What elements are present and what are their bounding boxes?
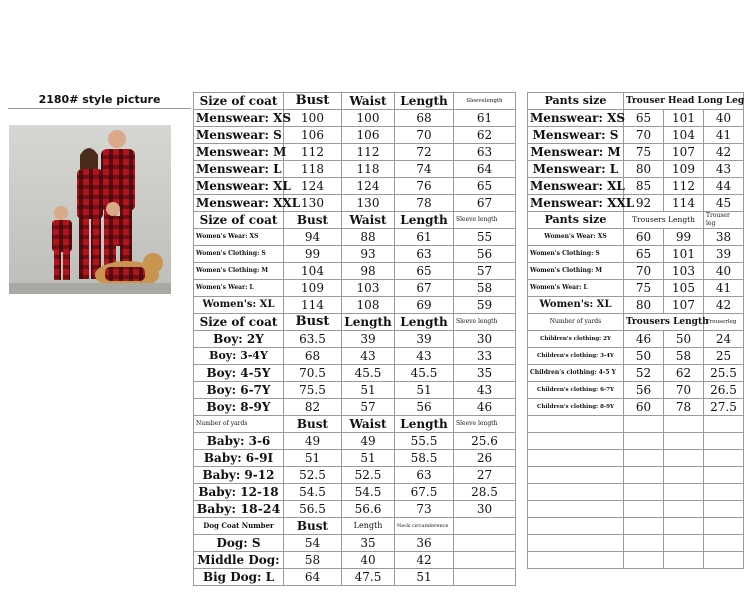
value-cell: 51 [395, 382, 454, 399]
size-label: Menswear: S [528, 127, 624, 144]
value-cell: 75.5 [284, 382, 342, 399]
value-cell: 52.5 [342, 467, 395, 484]
value-cell: 70 [395, 127, 454, 144]
value-cell: 63.5 [284, 331, 342, 348]
size-label: Menswear: XS [528, 110, 624, 127]
table-row [194, 229, 516, 246]
size-label: Menswear: M [194, 144, 284, 161]
value-cell: 45 [704, 195, 744, 212]
empty-cell [454, 518, 516, 535]
table-row [528, 127, 744, 144]
value-cell: 51 [342, 382, 395, 399]
header-cell: Pants size [528, 212, 624, 229]
value-cell: 50 [664, 331, 704, 348]
table-row [194, 331, 516, 348]
size-label: Menswear: XS [194, 110, 284, 127]
table-row [194, 484, 516, 501]
value-cell: 101 [664, 246, 704, 263]
value-cell: 62 [454, 127, 516, 144]
size-label: Children's clothing: 6-7Y [528, 382, 624, 399]
table-row [528, 331, 744, 348]
womenswear-coat-section [194, 212, 516, 314]
table-row [528, 280, 744, 297]
value-cell: 67 [395, 280, 454, 297]
value-cell: 107 [664, 144, 704, 161]
size-label: Boy: 8-9Y [194, 399, 284, 416]
value-cell: 92 [624, 195, 664, 212]
value-cell: 109 [664, 161, 704, 178]
table-row [194, 246, 516, 263]
value-cell: 55 [454, 229, 516, 246]
value-cell: 114 [664, 195, 704, 212]
table-row [194, 178, 516, 195]
value-cell: 94 [284, 229, 342, 246]
value-cell: 88 [342, 229, 395, 246]
size-label: Women's Wear: XS [528, 229, 624, 246]
boy-coat-section [194, 314, 516, 416]
value-cell: 104 [284, 263, 342, 280]
value-cell: 40 [704, 263, 744, 280]
table-row [528, 348, 744, 365]
table-row [194, 467, 516, 484]
value-cell: 50 [624, 348, 664, 365]
header-cell: Sleeve length [454, 416, 516, 433]
value-cell: 63 [395, 467, 454, 484]
value-cell: 54.5 [342, 484, 395, 501]
header-cell: Trouserleg [704, 314, 744, 331]
value-cell: 44 [704, 178, 744, 195]
table-row [194, 535, 516, 552]
table-header-row [194, 212, 516, 229]
value-cell: 64 [284, 569, 342, 586]
value-cell: 80 [624, 161, 664, 178]
size-label: Baby: 12-18 [194, 484, 284, 501]
empty-cell [454, 552, 516, 569]
size-label: Baby: 3-6 [194, 433, 284, 450]
value-cell: 43 [395, 348, 454, 365]
table-row [194, 280, 516, 297]
value-cell: 40 [704, 110, 744, 127]
value-cell: 33 [454, 348, 516, 365]
size-label: Women's Wear: XS [194, 229, 284, 246]
value-cell: 60 [624, 229, 664, 246]
value-cell: 61 [454, 110, 516, 127]
value-cell: 54.5 [284, 484, 342, 501]
value-cell: 59 [454, 297, 516, 314]
value-cell: 85 [624, 178, 664, 195]
value-cell: 36 [395, 535, 454, 552]
value-cell: 70.5 [284, 365, 342, 382]
size-label: Menswear: L [528, 161, 624, 178]
value-cell: 45.5 [342, 365, 395, 382]
size-label: Children's clothing: 4-5 Y [528, 365, 624, 382]
value-cell: 118 [284, 161, 342, 178]
empty-grid-section [528, 416, 744, 569]
value-cell: 43 [342, 348, 395, 365]
size-label: Women's Clothing: M [194, 263, 284, 280]
value-cell: 45.5 [395, 365, 454, 382]
table-row [528, 195, 744, 212]
empty-cell [454, 569, 516, 586]
table-row [194, 365, 516, 382]
size-label: Menswear: XL [194, 178, 284, 195]
value-cell: 74 [395, 161, 454, 178]
value-cell: 105 [664, 280, 704, 297]
value-cell: 58.5 [395, 450, 454, 467]
value-cell: 69 [395, 297, 454, 314]
table-row [194, 552, 516, 569]
header-cell: Waist [342, 416, 395, 433]
size-label: Menswear: XL [528, 178, 624, 195]
value-cell: 55.5 [395, 433, 454, 450]
header-cell: Bust [284, 518, 342, 535]
value-cell: 56 [454, 246, 516, 263]
header-cell: Number of yards [194, 416, 284, 433]
value-cell: 68 [395, 110, 454, 127]
value-cell: 75 [624, 280, 664, 297]
value-cell: 68 [284, 348, 342, 365]
value-cell: 30 [454, 331, 516, 348]
size-label: Women's Clothing: S [194, 246, 284, 263]
value-cell: 103 [664, 263, 704, 280]
header-cell: Waist [342, 93, 395, 110]
value-cell: 52 [624, 365, 664, 382]
header-cell: Pants size [528, 93, 624, 110]
children-pants-section [528, 314, 744, 416]
table-row [194, 382, 516, 399]
table-row [528, 110, 744, 127]
value-cell: 78 [395, 195, 454, 212]
value-cell: 118 [342, 161, 395, 178]
table-header-row [528, 212, 744, 229]
value-cell: 42 [395, 552, 454, 569]
value-cell: 112 [342, 144, 395, 161]
size-label: Women's: XL [528, 297, 624, 314]
size-label: Menswear: M [528, 144, 624, 161]
table-row [194, 450, 516, 467]
value-cell: 58 [664, 348, 704, 365]
value-cell: 39 [342, 331, 395, 348]
value-cell: 64 [454, 161, 516, 178]
value-cell: 56 [395, 399, 454, 416]
value-cell: 130 [284, 195, 342, 212]
value-cell: 99 [284, 246, 342, 263]
header-cell: Sleevelength [454, 93, 516, 110]
womenswear-pants-section [528, 212, 744, 314]
value-cell: 28.5 [454, 484, 516, 501]
value-cell: 27.5 [704, 399, 744, 416]
value-cell: 75 [624, 144, 664, 161]
header-cell: Trouser leg [704, 212, 744, 229]
value-cell: 112 [284, 144, 342, 161]
table-header-row [194, 314, 516, 331]
table-row [528, 365, 744, 382]
size-label: Menswear: L [194, 161, 284, 178]
table-header-row [194, 518, 516, 535]
size-label: Menswear: XXL [194, 195, 284, 212]
value-cell: 106 [284, 127, 342, 144]
value-cell: 103 [342, 280, 395, 297]
size-label: Women's Wear: L [528, 280, 624, 297]
size-label: Middle Dog: [194, 552, 284, 569]
value-cell: 58 [284, 552, 342, 569]
value-cell: 63 [454, 144, 516, 161]
value-cell: 65 [624, 246, 664, 263]
size-label: Women's: XL [194, 297, 284, 314]
value-cell: 106 [342, 127, 395, 144]
header-cell: Length [342, 314, 395, 331]
value-cell: 41 [704, 280, 744, 297]
value-cell: 56.6 [342, 501, 395, 518]
value-cell: 76 [395, 178, 454, 195]
value-cell: 57 [342, 399, 395, 416]
table-header-row [194, 93, 516, 110]
header-cell: Length [395, 93, 454, 110]
size-label: Boy: 2Y [194, 331, 284, 348]
header-cell: Size of coat [194, 212, 284, 229]
value-cell: 40 [342, 552, 395, 569]
menswear-pants-section [528, 93, 744, 212]
header-cell: Length [395, 212, 454, 229]
value-cell: 82 [284, 399, 342, 416]
value-cell: 56.5 [284, 501, 342, 518]
value-cell: 70 [624, 263, 664, 280]
size-label: Women's Wear: L [194, 280, 284, 297]
value-cell: 65 [454, 178, 516, 195]
value-cell: 65 [395, 263, 454, 280]
value-cell: 51 [284, 450, 342, 467]
table-row [194, 195, 516, 212]
table-row [528, 144, 744, 161]
value-cell: 35 [342, 535, 395, 552]
value-cell: 61 [395, 229, 454, 246]
value-cell: 42 [704, 297, 744, 314]
value-cell: 100 [342, 110, 395, 127]
value-cell: 56 [624, 382, 664, 399]
table-row [194, 569, 516, 586]
value-cell: 99 [664, 229, 704, 246]
table-row [194, 433, 516, 450]
value-cell: 25.5 [704, 365, 744, 382]
header-cell: Sleeve length [454, 212, 516, 229]
header-cell: Bust [284, 93, 342, 110]
value-cell: 26.5 [704, 382, 744, 399]
value-cell: 67.5 [395, 484, 454, 501]
header-cell: Length [395, 416, 454, 433]
coat-size-table [193, 92, 516, 586]
header-cell: Dog Coat Number [194, 518, 284, 535]
table-header-row [528, 93, 744, 110]
table-row [194, 127, 516, 144]
header-cell: Waist [342, 212, 395, 229]
value-cell: 52.5 [284, 467, 342, 484]
value-cell: 73 [395, 501, 454, 518]
table-row [194, 161, 516, 178]
value-cell: 41 [704, 127, 744, 144]
size-label: Baby: 9-12 [194, 467, 284, 484]
table-row [528, 161, 744, 178]
header-cell: Trouser Head Long Leg [624, 93, 744, 110]
value-cell: 130 [342, 195, 395, 212]
size-label: Women's Clothing: M [528, 263, 624, 280]
header-cell: Trousers Length [624, 314, 704, 331]
header-cell: Number of yards [528, 314, 624, 331]
size-label: Menswear: S [194, 127, 284, 144]
value-cell: 51 [395, 569, 454, 586]
dog-coat-section [194, 518, 516, 586]
table-row [194, 263, 516, 280]
size-label: Boy: 4-5Y [194, 365, 284, 382]
value-cell: 72 [395, 144, 454, 161]
value-cell: 104 [664, 127, 704, 144]
table-row [528, 229, 744, 246]
table-row [194, 110, 516, 127]
value-cell: 24 [704, 331, 744, 348]
value-cell: 78 [664, 399, 704, 416]
value-cell: 43 [704, 161, 744, 178]
table-row [194, 348, 516, 365]
value-cell: 46 [454, 399, 516, 416]
header-cell: Size of coat [194, 314, 284, 331]
value-cell: 98 [342, 263, 395, 280]
size-label: Children's clothing: 3-4Y [528, 348, 624, 365]
value-cell: 109 [284, 280, 342, 297]
size-label: Boy: 6-7Y [194, 382, 284, 399]
value-cell: 62 [664, 365, 704, 382]
value-cell: 70 [664, 382, 704, 399]
value-cell: 39 [704, 246, 744, 263]
value-cell: 49 [284, 433, 342, 450]
value-cell: 70 [624, 127, 664, 144]
value-cell: 108 [342, 297, 395, 314]
value-cell: 43 [454, 382, 516, 399]
value-cell: 25.6 [454, 433, 516, 450]
value-cell: 26 [454, 450, 516, 467]
table-row [194, 144, 516, 161]
value-cell: 49 [342, 433, 395, 450]
table-row [528, 178, 744, 195]
menswear-coat-section [194, 93, 516, 212]
value-cell: 101 [664, 110, 704, 127]
value-cell: 124 [342, 178, 395, 195]
table-row [528, 399, 744, 416]
size-label: Big Dog: L [194, 569, 284, 586]
value-cell: 35 [454, 365, 516, 382]
value-cell: 60 [624, 399, 664, 416]
value-cell: 107 [664, 297, 704, 314]
value-cell: 42 [704, 144, 744, 161]
size-label: Dog: S [194, 535, 284, 552]
pants-size-table [527, 92, 744, 569]
value-cell: 93 [342, 246, 395, 263]
value-cell: 51 [342, 450, 395, 467]
value-cell: 58 [454, 280, 516, 297]
value-cell: 124 [284, 178, 342, 195]
family-pajama-illustration [9, 125, 171, 294]
value-cell: 112 [664, 178, 704, 195]
header-cell: Bust [284, 314, 342, 331]
baby-coat-section [194, 416, 516, 518]
table-row [194, 399, 516, 416]
header-cell: Bust [284, 416, 342, 433]
value-cell: 47.5 [342, 569, 395, 586]
table-row [528, 382, 744, 399]
value-cell: 27 [454, 467, 516, 484]
value-cell: 114 [284, 297, 342, 314]
value-cell: 100 [284, 110, 342, 127]
value-cell: 38 [704, 229, 744, 246]
empty-cell [454, 535, 516, 552]
size-label: Baby: 18-24 [194, 501, 284, 518]
header-cell: Sleeve length [454, 314, 516, 331]
value-cell: 30 [454, 501, 516, 518]
value-cell: 63 [395, 246, 454, 263]
size-label: Boy: 3-4Y [194, 348, 284, 365]
size-label: Children's clothing: 2Y [528, 331, 624, 348]
value-cell: 39 [395, 331, 454, 348]
family-pajama-photo [9, 125, 171, 294]
table-header-row [528, 314, 744, 331]
header-cell: Size of coat [194, 93, 284, 110]
table-row [528, 246, 744, 263]
header-cell: Length [342, 518, 395, 535]
table-row [194, 501, 516, 518]
header-cell: Bust [284, 212, 342, 229]
header-cell: Neck circumference [395, 518, 454, 535]
style-picture-title: 2180# style picture [8, 92, 191, 109]
value-cell: 80 [624, 297, 664, 314]
table-row [528, 297, 744, 314]
value-cell: 54 [284, 535, 342, 552]
size-label: Women's Clothing: S [528, 246, 624, 263]
value-cell: 67 [454, 195, 516, 212]
header-cell: Length [395, 314, 454, 331]
size-label: Baby: 6-9I [194, 450, 284, 467]
value-cell: 25 [704, 348, 744, 365]
value-cell: 65 [624, 110, 664, 127]
value-cell: 57 [454, 263, 516, 280]
size-label: Children's clothing: 8-9Y [528, 399, 624, 416]
table-header-row [194, 416, 516, 433]
value-cell: 46 [624, 331, 664, 348]
table-row [194, 297, 516, 314]
size-label: Menswear: XXL [528, 195, 624, 212]
table-row [528, 263, 744, 280]
header-cell: Trousers Length [624, 212, 704, 229]
